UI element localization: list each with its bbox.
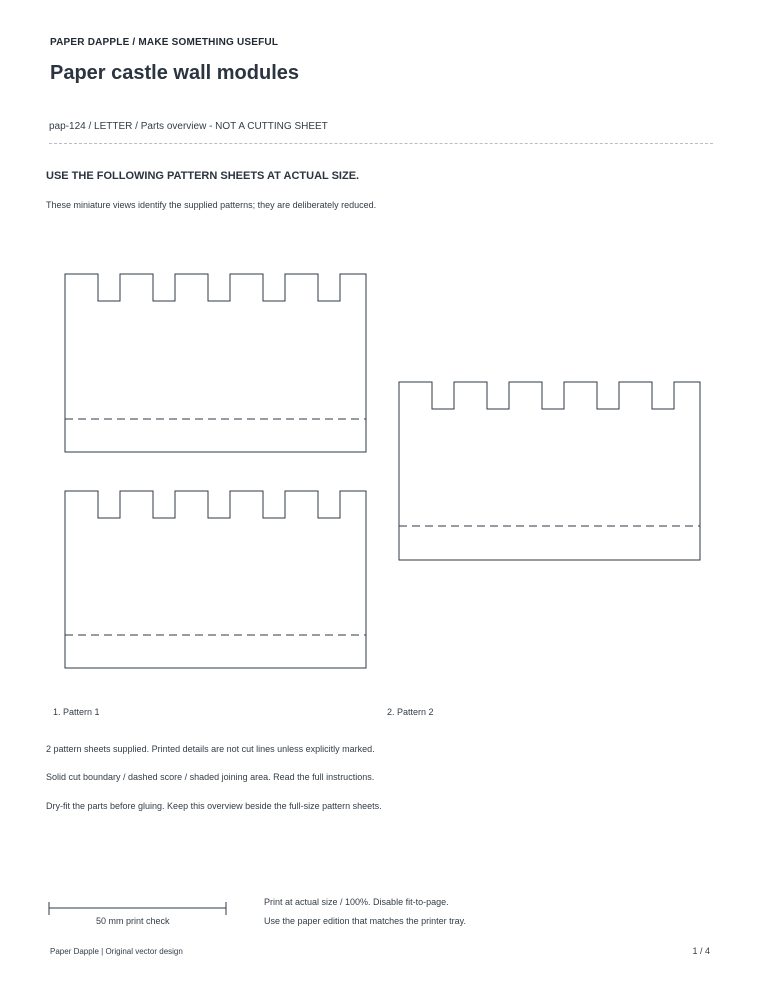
note-line: Solid cut boundary / dashed score / shaded joining area. Read the full instructions. xyxy=(46,772,375,782)
note-line: 2 pattern sheets supplied. Printed details are not cut lines unless explicitly marked. xyxy=(46,744,375,754)
footer-credit: Paper Dapple | Original vector design xyxy=(50,947,183,956)
wall-module-outline xyxy=(65,274,366,452)
scale-check-label: 50 mm print check xyxy=(96,916,170,926)
wall-module-outline xyxy=(65,491,366,668)
brand-line: PAPER DAPPLE / MAKE SOMETHING USEFUL xyxy=(50,37,279,48)
print-note: Use the paper edition that matches the printer tray. xyxy=(264,916,466,926)
pattern-caption: 2. Pattern 2 xyxy=(387,707,434,717)
instructions-intro: These miniature views identify the supplied patterns; they are deliberately reduced. xyxy=(46,200,377,210)
document-meta: pap-124 / LETTER / Parts overview - NOT A CUTTING SHEET xyxy=(49,121,328,132)
note-line: Dry-fit the parts before gluing. Keep this overview beside the full-size pattern sheets. xyxy=(46,801,382,811)
pattern-caption: 1. Pattern 1 xyxy=(53,707,100,717)
scale-bar xyxy=(49,902,226,915)
instructions-heading: USE THE FOLLOWING PATTERN SHEETS AT ACTUAL SIZE. xyxy=(46,170,360,182)
page-title: Paper castle wall modules xyxy=(50,62,299,84)
wall-module-outline xyxy=(399,382,700,560)
page-number: 1 / 4 xyxy=(692,946,710,956)
print-note: Print at actual size / 100%. Disable fit-to-page. xyxy=(264,897,449,907)
